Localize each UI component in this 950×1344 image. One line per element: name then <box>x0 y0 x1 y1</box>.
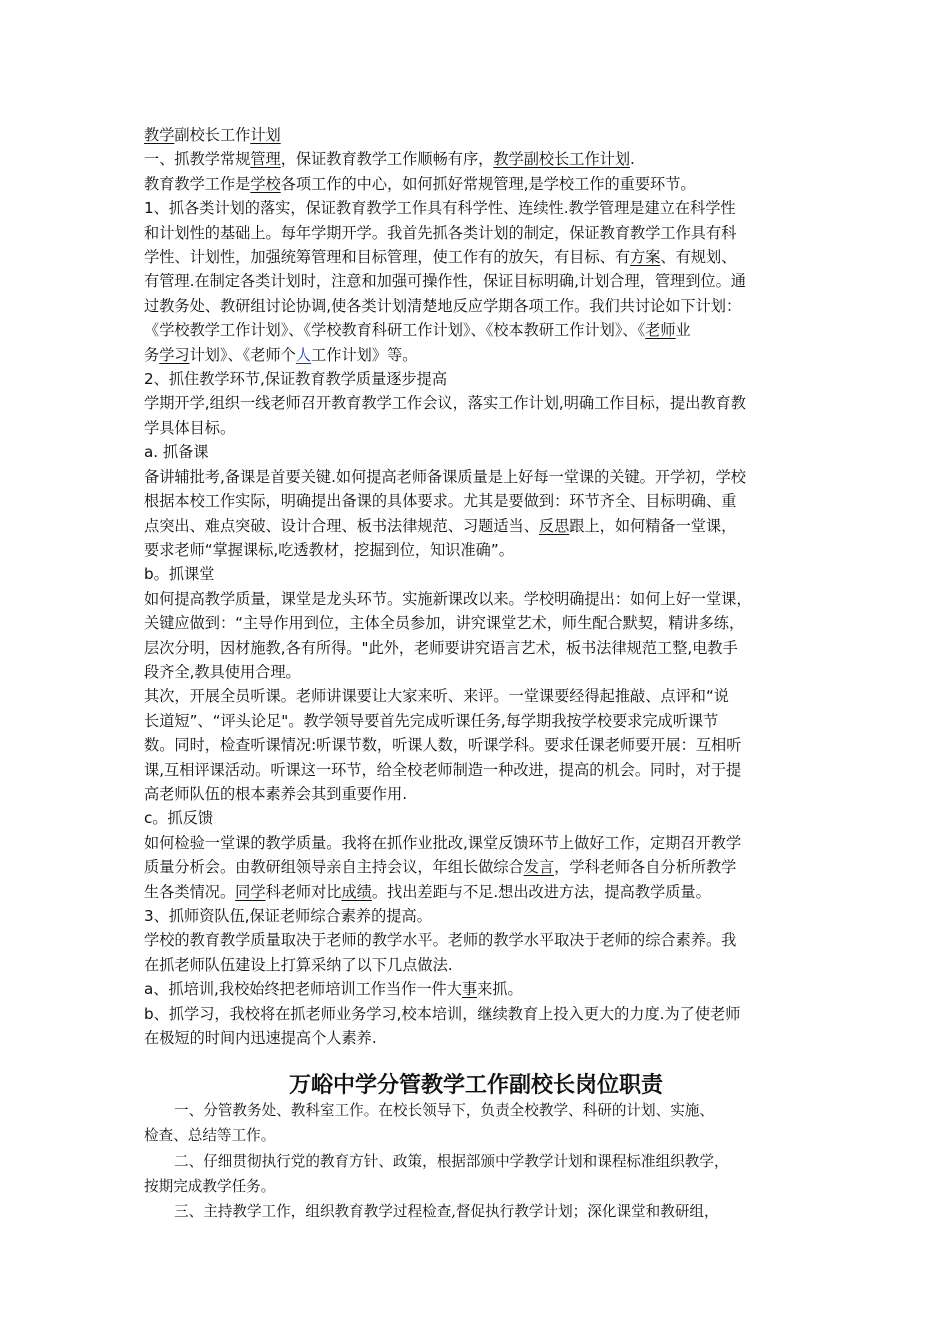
text-line <box>144 514 808 538</box>
text-run: a. 抓备课 <box>144 443 209 462</box>
text-line <box>144 977 808 1001</box>
duty-line: 按期完成教学任务。 <box>144 1177 276 1195</box>
text-run: 务 <box>144 345 160 364</box>
inline-link[interactable]: 学校 <box>250 174 281 193</box>
text-run: 要求老师“掌握课标,吃透教材，挖掘到位，知识准确”。 <box>144 540 514 559</box>
text-line <box>144 709 808 733</box>
text-run: c。抓反馈 <box>144 809 214 828</box>
text-line <box>144 1002 808 1026</box>
text-line <box>144 636 808 660</box>
text-run: 点突出、难点突破、设计合理、板书法律规范、习题适当、 <box>144 516 539 535</box>
text-run: 过教务处、教研组讨论协调,使各类计划清楚地反应学期各项工作。我们共讨论如下计划： <box>144 296 742 315</box>
text-line <box>144 294 808 318</box>
inline-link[interactable]: 发言 <box>523 858 555 877</box>
plan-body <box>144 147 808 1050</box>
text-run: 学具体目标。 <box>144 418 236 437</box>
text-line <box>144 928 808 952</box>
text-line <box>144 758 808 782</box>
text-run: a、抓培训,我校始终把老师培训工作当作一件大 <box>144 980 462 999</box>
text-run: 质量分析会。由教研组领导亲自主持会议，年组长做综合 <box>144 858 524 877</box>
text-line <box>144 587 808 611</box>
text-run: 其次，开展全员听课。老师讲课要让大家来听、来评。一堂课要经得起推敲、点评和“说 <box>144 687 729 706</box>
text-run: 课,互相评课活动。听课这一环节，给全校老师制造一种改进，提高的机会。同时，对于提 <box>144 760 742 779</box>
text-line <box>144 1026 808 1050</box>
text-line <box>144 489 808 513</box>
text-line <box>144 343 808 367</box>
inline-link[interactable]: 老师 <box>645 321 676 340</box>
text-run: 跟上，如何精备一堂课， <box>569 516 737 535</box>
text-line <box>144 782 808 806</box>
inline-link[interactable]: 学习 <box>159 345 190 364</box>
text-run: 段齐全,教具使用合理。 <box>144 662 301 681</box>
duties-title: 万峪中学分管教学工作副校长岗位职责 <box>288 1072 663 1098</box>
text-line <box>144 440 808 464</box>
text-run: 学校的教育教学质量取决于老师的教学水平。老师的教学水平取决于老师的综合素养。我 <box>144 931 737 950</box>
text-line <box>144 391 808 415</box>
text-line <box>144 538 808 562</box>
text-run: 科老师对比 <box>265 882 342 901</box>
text-run: 教育教学工作是 <box>144 174 251 193</box>
duty-line: 检查、总结等工作。 <box>144 1127 276 1145</box>
plan-document <box>144 123 808 1050</box>
inline-link[interactable]: 教学副校长工作计划 <box>493 150 630 169</box>
text-run: 业 <box>675 321 691 340</box>
text-run: . <box>630 150 635 169</box>
inline-link[interactable]: 反思 <box>538 516 570 535</box>
text-line <box>144 318 808 342</box>
text-run: 备讲辅批考,备课是首要关键.如何提高老师备课质量是上好每一堂课的关键。开学初，学校 <box>144 467 746 486</box>
text-run: 一、抓教学常规 <box>144 150 251 169</box>
inline-link[interactable]: 人 <box>295 345 312 364</box>
text-run: 高老师队伍的根本素养会其到重要作用. <box>144 784 408 803</box>
text-run: 计划》、《老师个 <box>189 345 296 364</box>
duty-line: 二、仔细贯彻执行党的教育方针、政策，根据部颁中学教学计划和课程标准组织教学， <box>174 1152 729 1170</box>
text-line <box>144 904 808 928</box>
text-run: 如何检验一堂课的教学质量。我将在抓作业批改,课堂反馈环节上做好工作，定期召开教学 <box>144 833 742 852</box>
text-run: 2、抓住教学环节,保证教育教学质量逐步提高 <box>144 370 448 389</box>
text-line <box>144 416 808 440</box>
text-run: ，学科老师各自分析所教学 <box>554 858 737 877</box>
title-link-plan[interactable]: 计划 <box>250 126 281 144</box>
title-text: 副校长工作 <box>174 126 251 144</box>
text-run: 生各类情况。 <box>144 882 236 901</box>
text-line <box>144 855 808 879</box>
inline-link[interactable]: 方案 <box>630 248 661 267</box>
text-line <box>144 269 808 293</box>
text-run: 如何提高教学质量，课堂是龙头环节。实施新课改以来。学校明确提出：如何上好一堂课， <box>144 589 752 608</box>
inline-link[interactable]: 同学 <box>235 882 266 901</box>
text-line <box>144 562 808 586</box>
text-line <box>144 880 808 904</box>
text-run: 根据本校工作实际，明确提出备课的具体要求。尤其是要做到：环节齐全、目标明确、重 <box>144 492 737 511</box>
text-line <box>144 221 808 245</box>
duty-line: 一、分管教务处、教科室工作。在校长领导下，负责全校教学、科研的计划、实施、 <box>174 1102 714 1119</box>
inline-link[interactable]: 事 <box>461 980 478 999</box>
text-run: 在抓老师队伍建设上打算采纳了以下几点做法. <box>144 955 453 974</box>
text-run: b、抓学习，我校将在抓老师业务学习,校本培训，继续教育上投入更大的力度.为了使老师 <box>144 1004 741 1023</box>
text-line <box>144 733 808 757</box>
text-run: 有管理.在制定各类计划时，注意和加强可操作性，保证目标明确,计划合理，管理到位。通 <box>144 272 746 291</box>
text-run: 关键应做到：“主导作用到位，主体全员参加，讲究课堂艺术，师生配合默契，精讲多练， <box>144 614 745 633</box>
duty-line: 三、主持教学工作，组织教育教学过程检查,督促执行教学计划；深化课堂和教研组， <box>174 1203 719 1221</box>
text-run: 层次分明，因材施教,各有所得。"此外，老师要讲究语言艺术，板书法律规范工整,电教手 <box>144 638 738 657</box>
text-line <box>144 806 808 830</box>
text-run: 1、抓各类计划的落实，保证教育教学工作具有科学性、连续性.教学管理是建立在科学性 <box>144 199 736 218</box>
text-run: 长道短”、“评头论足"。教学领导要首先完成听课任务,每学期我按学校要求完成听课节 <box>144 711 719 730</box>
duties-body <box>144 1098 824 1224</box>
text-run: 数。同时，检查听课情况:听课节数，听课人数，听课学科。要求任课老师要开展：互相听 <box>144 736 742 755</box>
text-run: b。抓课堂 <box>144 565 215 584</box>
text-run: 3、抓师资队伍,保证老师综合素养的提高。 <box>144 907 432 925</box>
text-run: 学期开学,组织一线老师召开教育教学工作会议，落实工作计划,明确工作目标，提出教育教 <box>144 394 746 413</box>
text-line <box>144 196 808 220</box>
text-line <box>144 684 808 708</box>
text-line <box>144 147 808 171</box>
text-run: ，保证教育教学工作顺畅有序， <box>280 150 494 169</box>
title-link-teaching[interactable]: 教学 <box>144 126 175 144</box>
text-run: 来抓。 <box>477 980 523 999</box>
text-run: 工作计划》等。 <box>311 345 418 364</box>
text-line <box>144 172 808 196</box>
inline-link[interactable]: 成绩 <box>341 882 372 901</box>
text-line <box>144 245 808 269</box>
text-run: 《学校教学工作计划》、《学校教育科研工作计划》、《校本教研工作计划》、《 <box>144 321 646 340</box>
text-run: 在极短的时间内迅速提高个人素养. <box>144 1029 377 1048</box>
text-line <box>144 831 808 855</box>
plan-title <box>144 123 808 147</box>
text-line <box>144 953 808 977</box>
inline-link[interactable]: 管理 <box>250 150 281 169</box>
text-run: 各项工作的中心，如何抓好常规管理,是学校工作的重要环节。 <box>280 174 696 193</box>
text-run: 和计划性的基础上。每年学期开学。我首先抓各类计划的制定，保证教育教学工作具有科 <box>144 223 737 242</box>
text-line <box>144 465 808 489</box>
text-line <box>144 367 808 391</box>
text-run: 、有规划、 <box>660 248 737 267</box>
text-run: 。找出差距与不足.想出改进方法，提高教学质量。 <box>371 882 711 901</box>
text-line <box>144 611 808 635</box>
text-line <box>144 660 808 684</box>
text-run: 学性、计划性，加强统筹管理和目标管理，使工作有的放矢，有目标、有 <box>144 248 630 267</box>
